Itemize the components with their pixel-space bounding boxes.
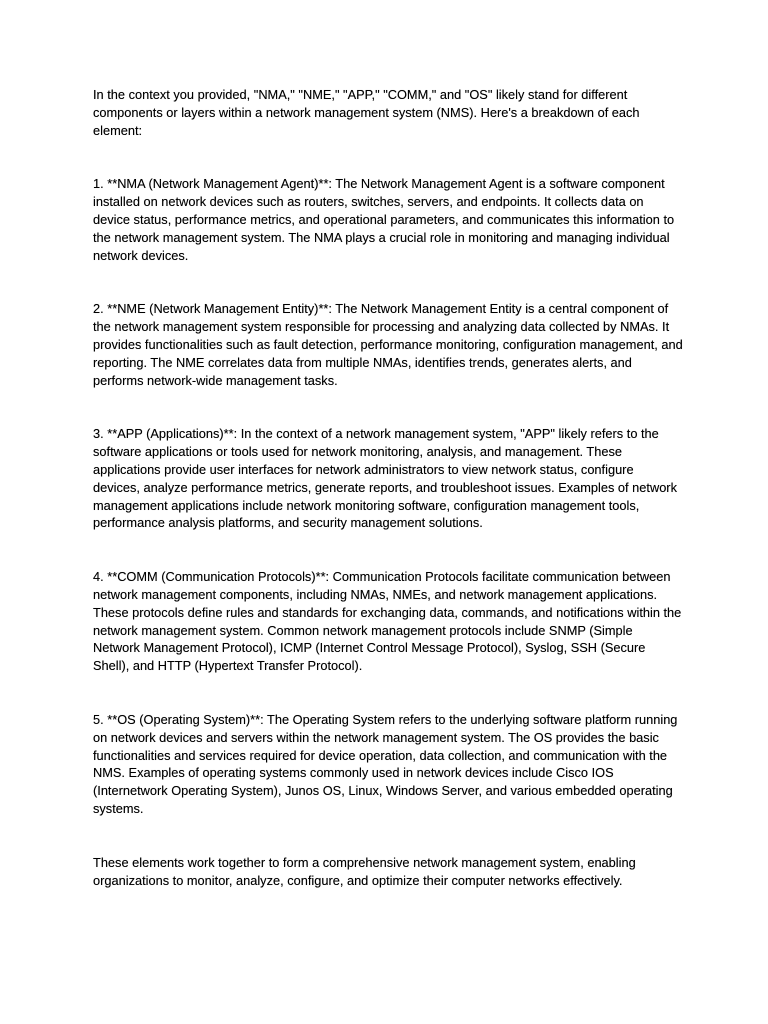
os-paragraph: 5. **OS (Operating System)**: The Operating System refers to the underlying software platform running on network devices and servers within the network management system. The OS provides the basic functionalities and services required for device operation, data collection, and communication with the NMS. Examples of operating systems commonly used in network devices include Cisco IOS (Internetwork Operating System), Junos OS, Linux, Windows Server, and various embedded operating systems. bbox=[93, 711, 678, 816]
paragraph-spacer bbox=[93, 139, 683, 175]
paragraph-spacer bbox=[93, 818, 683, 854]
nme-paragraph: 2. **NME (Network Management Entity)**: The Network Management Entity is a central component of the network management system responsible for processing and analyzing data collected by NMAs. It provides functionalities such as fault detection, performance monitoring, configuration management, and reporting. The NME correlates data from multiple NMAs, identifies trends, generates alerts, and performs network-wide management tasks. bbox=[93, 301, 683, 388]
nma-paragraph: 1. **NMA (Network Management Agent)**: The Network Management Agent is a software component installed on network devices such as routers, switches, servers, and endpoints. It collects data on device status, performance metrics, and operational parameters, and communicates this information to the network management system. The NMA plays a crucial role in monitoring and managing individual network devices. bbox=[93, 176, 675, 263]
comm-paragraph: 4. **COMM (Communication Protocols)**: Communication Protocols facilitate communication between network management components, including NMAs, NMEs, and network management applications. These protocols define rules and standards for exchanging data, commands, and notifications within the network management system. Common network management protocols include SNMP (Simple Network Management Protocol), ICMP (Internet Control Message Protocol), Syslog, SSH (Secure Shell), and HTTP (Hypertext Transfer Protocol). bbox=[93, 569, 682, 674]
document-page bbox=[93, 86, 683, 889]
intro-paragraph: In the context you provided, "NMA," "NME," "APP," "COMM," and "OS" likely stand for different components or layers within a network management system (NMS). Here's a breakdown of each element: bbox=[93, 87, 640, 138]
app-paragraph: 3. **APP (Applications)**: In the context of a network management system, "APP" likely refers to the software applications or tools used for network monitoring, analysis, and management. These applications provide user interfaces for network administrators to view network status, configure devices, analyze performance metrics, generate reports, and troubleshoot issues. Examples of network management applications include network monitoring software, configuration management tools, performance analysis platforms, and security management solutions. bbox=[93, 426, 677, 531]
paragraph-spacer bbox=[93, 532, 683, 568]
paragraph-spacer bbox=[93, 264, 683, 300]
conclusion-paragraph: These elements work together to form a comprehensive network management system, enabling organizations to monitor, analyze, configure, and optimize their computer networks effectively. bbox=[93, 854, 636, 888]
paragraph-spacer bbox=[93, 675, 683, 711]
paragraph-spacer bbox=[93, 389, 683, 425]
